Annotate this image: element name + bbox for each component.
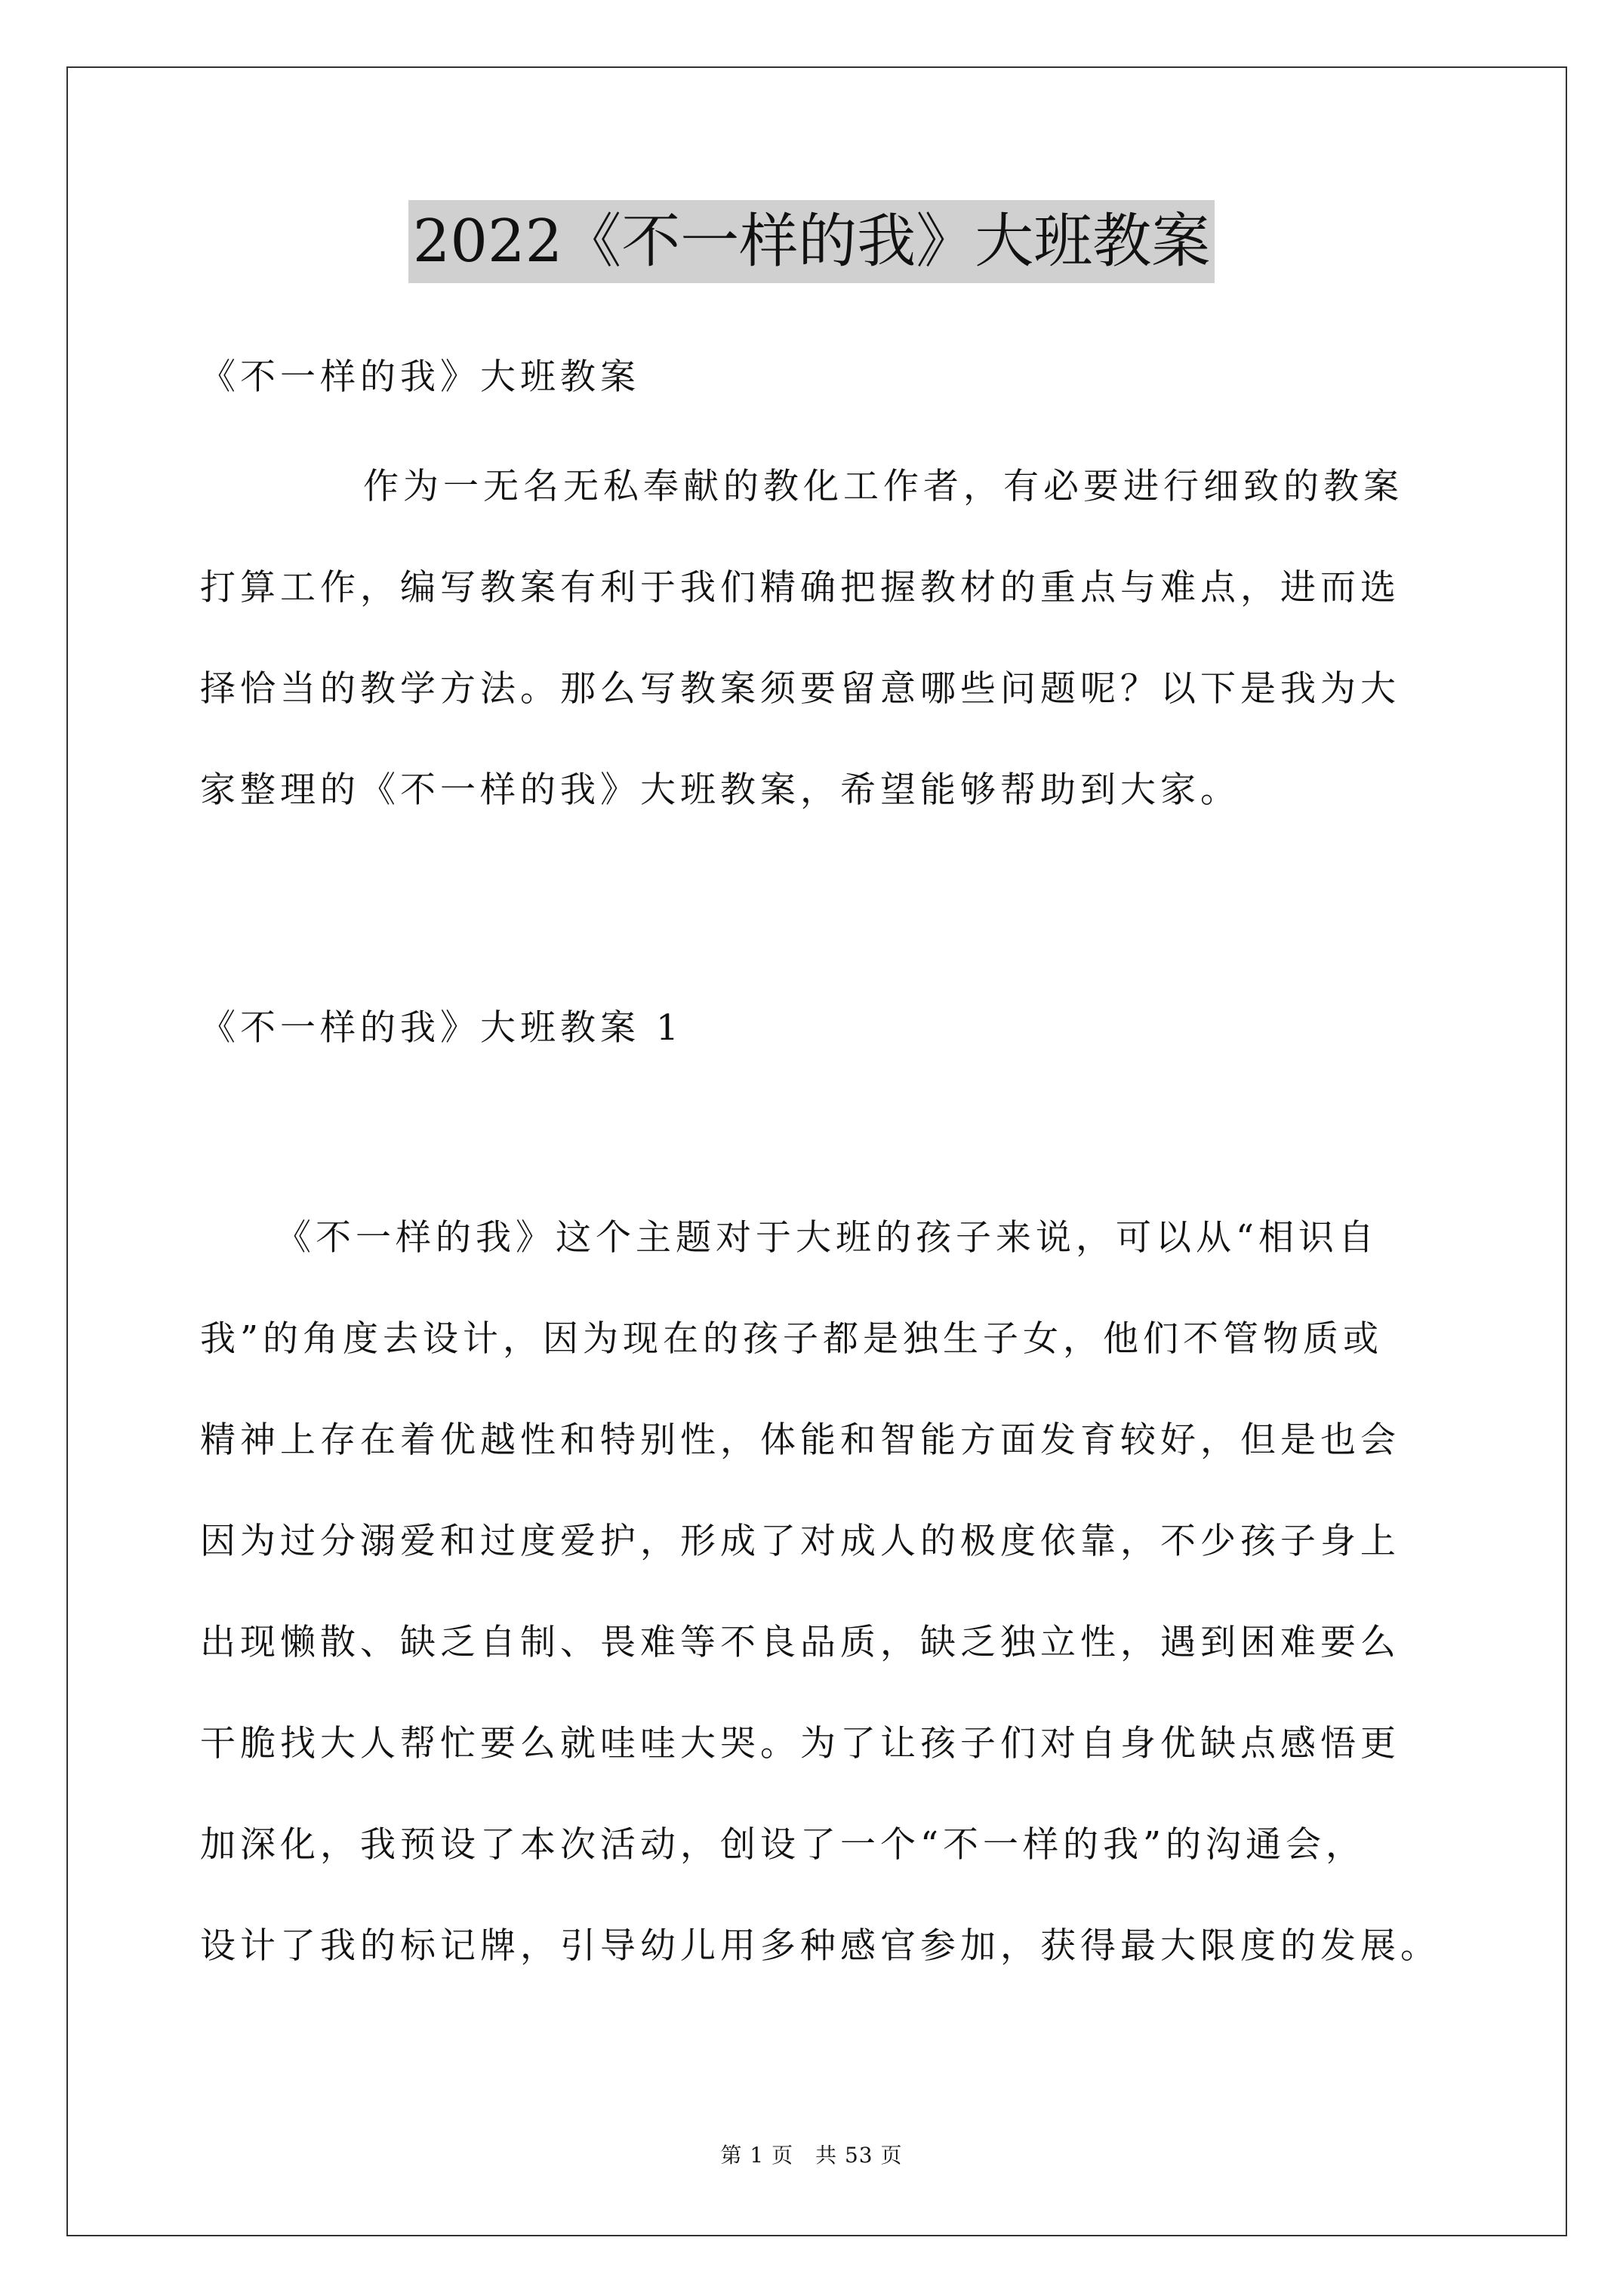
body-line: 因为过分溺爱和过度爱护，形成了对成人的极度依靠，不少孩子身上 <box>200 1521 1400 1562</box>
body-line: 加深化，我预设了本次活动，创设了一个“不一样的我”的沟通会， <box>200 1824 1366 1866</box>
body-paragraph <box>200 1188 1438 1997</box>
body-line: 干脆找大人帮忙要么就哇哇大哭。为了让孩子们对自身优缺点感悟更 <box>200 1723 1400 1764</box>
intro-line: 作为一无名无私奉献的教化工作者，有必要进行细致的教案 <box>363 466 1403 507</box>
intro-line: 家整理的《不一样的我》大班教案，希望能够帮助到大家。 <box>200 769 1240 811</box>
body-line: 精神上存在着优越性和特别性，体能和智能方面发育较好，但是也会 <box>200 1419 1400 1461</box>
body-line: 设计了我的标记牌，引导幼儿用多种感官参加，获得最大限度的发展。 <box>200 1925 1440 1967</box>
intro-line: 打算工作，编写教案有利于我们精确把握教材的重点与难点，进而选 <box>200 567 1400 609</box>
section-heading: 《不一样的我》大班教案 1 <box>200 1007 683 1049</box>
intro-line: 择恰当的教学方法。那么写教案须要留意哪些问题呢？以下是我为大 <box>200 668 1400 710</box>
document-title: 2022《不一样的我》大班教案 <box>408 200 1215 283</box>
document-subtitle: 《不一样的我》大班教案 <box>200 356 640 398</box>
title-container <box>0 200 1623 283</box>
page-number-footer: 第 1 页 共 53 页 <box>720 2143 903 2168</box>
intro-paragraph <box>200 436 1438 841</box>
body-line: 《不一样的我》这个主题对于大班的孩子来说，可以从“相识自 <box>276 1217 1379 1259</box>
body-line: 我”的角度去设计，因为现在的孩子都是独生子女，他们不管物质或 <box>200 1318 1384 1360</box>
body-line: 出现懒散、缺乏自制、畏难等不良品质，缺乏独立性，遇到困难要么 <box>200 1622 1400 1663</box>
